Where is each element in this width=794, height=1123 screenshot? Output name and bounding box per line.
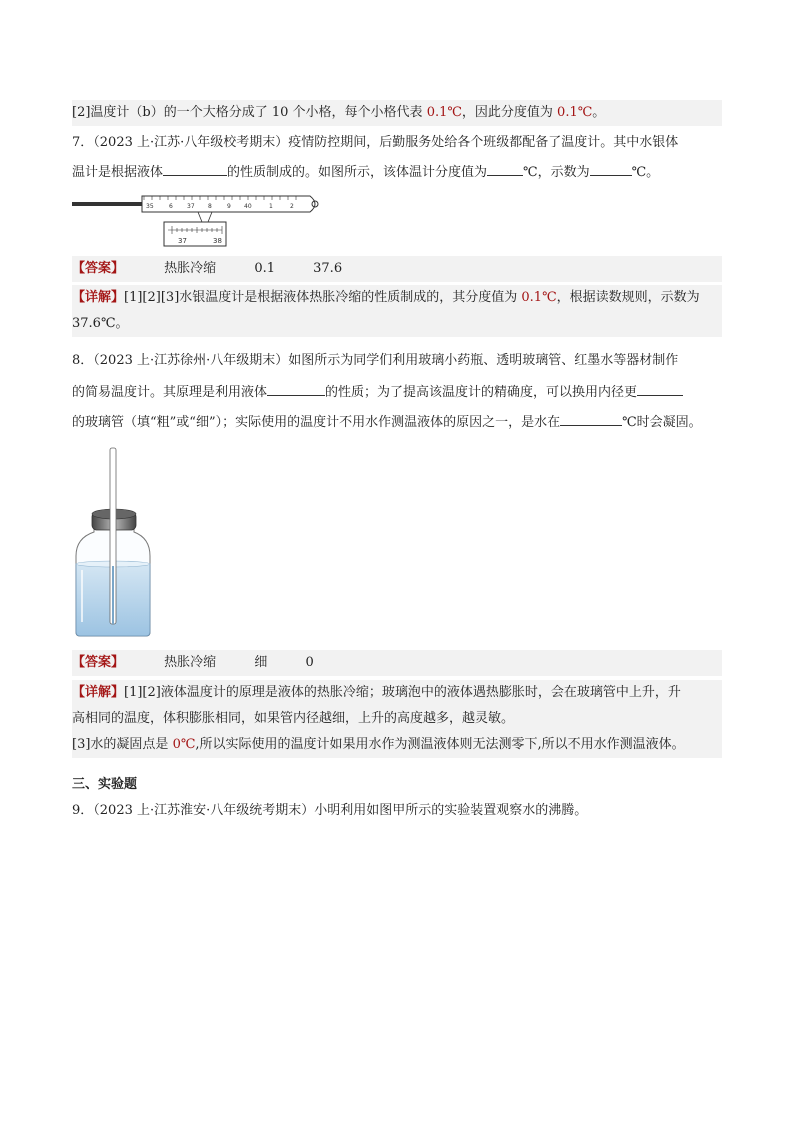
svg-text:9: 9: [227, 203, 231, 210]
svg-text:40: 40: [244, 203, 252, 210]
q8-blank-2: [637, 383, 683, 396]
q8-stem-line2: 的简易温度计。其原理是利用液体 的性质；为了提高该温度计的精确度，可以换用内径更: [72, 380, 722, 406]
q8-stem-line1: 8．（2023 上·江苏徐州·八年级期末）如图所示为同学们利用玻璃小药瓶、透明玻璃管、红墨水等器材制作: [72, 353, 679, 368]
q7-blank-1: [163, 163, 227, 176]
svg-text:38: 38: [213, 237, 222, 245]
svg-text:8: 8: [208, 203, 212, 210]
svg-text:37: 37: [187, 203, 195, 210]
q9-stem: 9．（2023 上·江苏淮安·八年级统考期末）小明利用如图甲所示的实验装置观察水的沸腾。: [72, 803, 588, 818]
simple-thermometer-bottle-figure: [72, 446, 162, 640]
svg-text:37: 37: [178, 237, 187, 245]
svg-text:1: 1: [269, 203, 273, 210]
clinical-thermometer-figure: [72, 190, 332, 250]
q8-stem-line3: 的玻璃管（填“粗”或“细”）；实际使用的温度计不用水作测温液体的原因之一，是水在 ℃时会凝固。: [72, 415, 702, 430]
svg-text:35: 35: [146, 203, 154, 210]
q8-blank-1: [267, 383, 325, 396]
q7-stem-line1: 7．（2023 上·江苏·八年级校考期末）疫情防控期间，后勤服务处给各个班级都配备了温度计。其中水银体: [72, 135, 679, 150]
q7-detail: 【详解】[1][2][3]水银温度计是根据液体热胀冷缩的性质制成的，其分度值为 0.1℃，根据读数规则，示数为 37.6℃。: [72, 285, 722, 337]
q7-blank-2: [487, 163, 523, 176]
svg-text:2: 2: [290, 203, 294, 210]
q7-blank-3: [590, 163, 632, 176]
q6-detail-line: [2]温度计（b）的一个大格分成了 10 个小格，每个小格代表 0.1℃，因此分度值为 0.1℃。: [72, 100, 722, 126]
q8-detail: 【详解】[1][2]液体温度计的原理是液体的热胀冷缩；玻璃泡中的液体遇热膨胀时，会在玻璃管中上升，升 高相同的温度，体积膨胀相同，如果管内径越细，上升的高度越多，越灵敏。 [3]水的凝固点是 0℃,所以实际使用的温度计如果用水作为测温液体则无法测零下,所以不用水作测温液体。: [72, 680, 722, 758]
zoom-callout-lines: [198, 212, 212, 222]
svg-text:6: 6: [169, 203, 173, 210]
section-title: 三、实验题: [72, 777, 138, 792]
q8-answer: 【答案】 热胀冷缩 细 0: [72, 650, 722, 676]
thermometer-bulb: [72, 202, 142, 206]
q8-blank-3: [560, 413, 622, 426]
q7-answer: 【答案】 热胀冷缩 0.1 37.6: [72, 256, 722, 282]
q7-stem-line2: 温计是根据液体 的性质制成的。如图所示，该体温计分度值为 ℃，示数为 ℃。: [72, 165, 660, 180]
